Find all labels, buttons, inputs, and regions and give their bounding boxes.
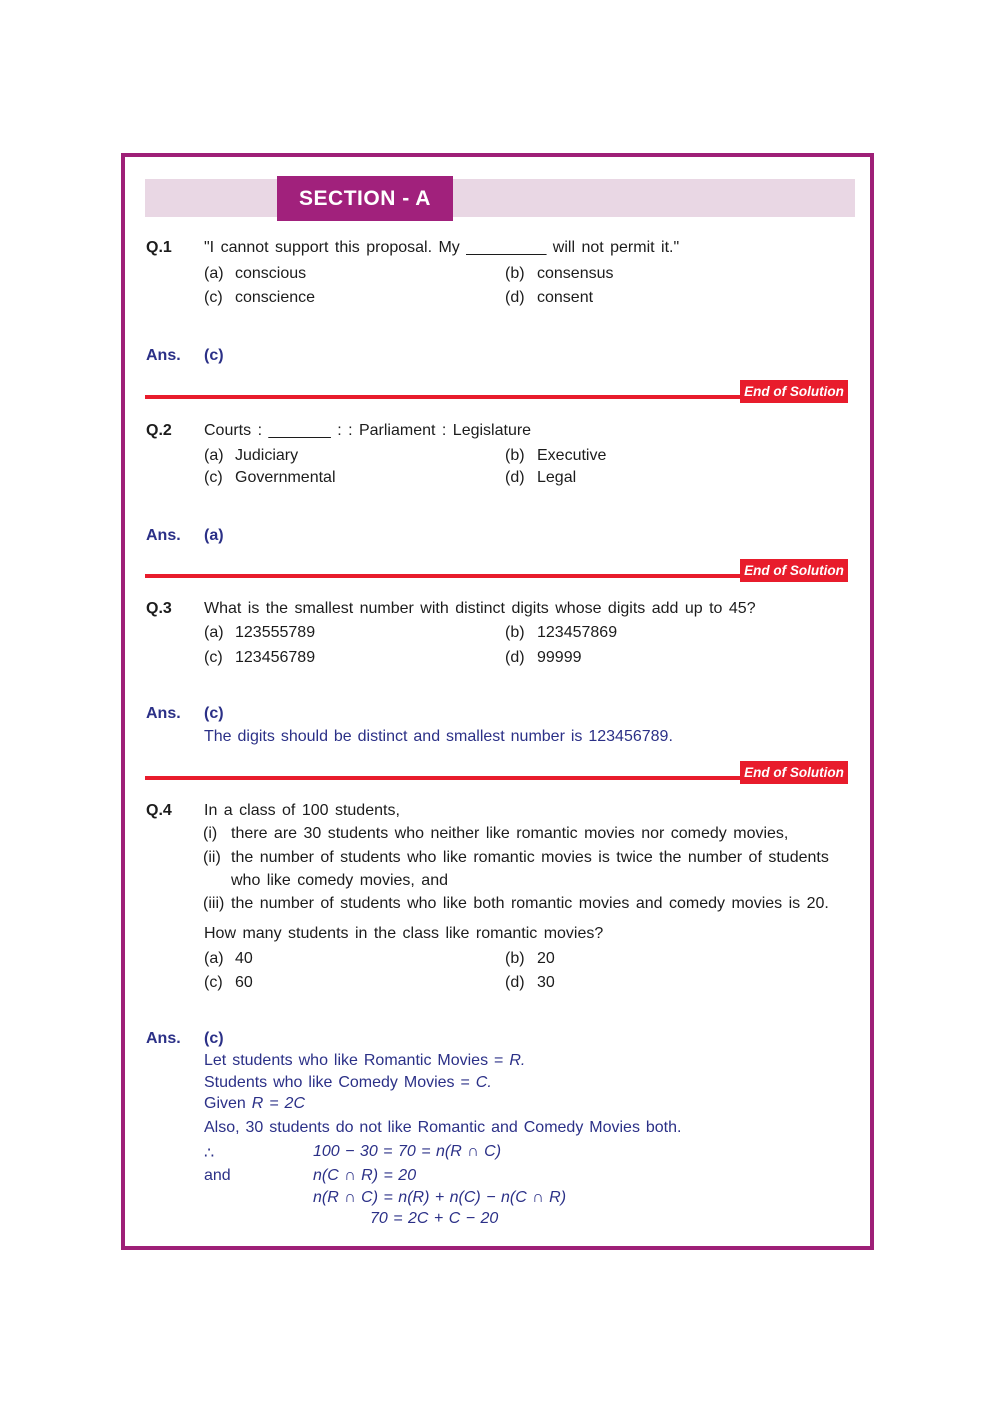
solution-formula: 100 − 30 = 70 = n(R ∩ C) [313,1143,502,1160]
solution-prefix: and [204,1167,231,1184]
option-label: (a) [204,447,224,464]
option-text: 60 [235,974,253,991]
end-of-solution-badge: End of Solution [740,761,848,784]
answer-label: Ans. [146,1030,181,1047]
answer-value: (c) [204,347,224,364]
separator-rule [145,395,741,399]
option-label: (a) [204,624,224,641]
sub-item-label: (ii) [203,849,221,866]
option-text: Governmental [235,469,336,486]
question-text: How many students in the class like romantic movies? [204,925,604,942]
math-variable: R = 2C [251,1095,305,1112]
question-text: In a class of 100 students, [204,802,400,819]
option-text: 30 [537,974,555,991]
solution-line: Also, 30 students do not like Romantic and Comedy Movies both. [204,1119,682,1136]
solution-line: Given R = 2C [204,1095,305,1112]
option-label: (d) [505,289,525,306]
sub-item-text: the number of students who like both romantic movies and comedy movies is 20. [231,895,829,912]
answer-label: Ans. [146,347,181,364]
question-number: Q.3 [146,600,172,617]
option-label: (b) [505,265,525,282]
solution-line: Students who like Comedy Movies = C. [204,1074,492,1091]
option-label: (b) [505,624,525,641]
sub-item-text: the number of students who like romantic movies is twice the number of students [231,849,829,866]
answer-value: (a) [204,527,224,544]
therefore-symbol: ∴ [204,1145,215,1162]
option-text: Judiciary [235,447,299,464]
sub-item-label: (i) [203,825,218,842]
question-number: Q.2 [146,422,172,439]
option-label: (a) [204,265,224,282]
option-label: (b) [505,447,525,464]
option-label: (a) [204,950,224,967]
option-label: (d) [505,974,525,991]
option-text: Executive [537,447,607,464]
question-text: "I cannot support this proposal. My _________ will not permit it." [204,239,680,256]
option-text: conscience [235,289,316,306]
answer-value: (c) [204,705,224,722]
option-label: (c) [204,469,223,486]
answer-label: Ans. [146,527,181,544]
option-text: 123555789 [235,624,316,641]
math-variable: C. [475,1074,492,1091]
option-text: Legal [537,469,577,486]
section-banner [145,179,855,217]
separator-rule [145,574,741,578]
option-text: 123457869 [537,624,618,641]
option-label: (d) [505,469,525,486]
question-number: Q.4 [146,802,172,819]
option-text: 20 [537,950,555,967]
sub-item-label: (iii) [203,895,225,912]
option-text: 99999 [537,649,582,666]
end-of-solution-badge: End of Solution [740,559,848,582]
section-title: SECTION - A [299,186,431,210]
option-text: 40 [235,950,253,967]
option-text: consensus [537,265,614,282]
option-label: (c) [204,974,223,991]
solution-line: The digits should be distinct and smallest number is 123456789. [204,728,673,745]
option-label: (c) [204,649,223,666]
option-label: (b) [505,950,525,967]
question-text: What is the smallest number with distinct digits whose digits add up to 45? [204,600,756,617]
option-text: conscious [235,265,307,282]
math-variable: R. [509,1052,526,1069]
sub-item-text: there are 30 students who neither like romantic movies nor comedy movies, [231,825,789,842]
question-number: Q.1 [146,239,172,256]
solution-line: Let students who like Romantic Movies = R. [204,1052,526,1069]
answer-value: (c) [204,1030,224,1047]
sub-item-text: who like comedy movies, and [231,872,448,889]
solution-formula: n(C ∩ R) = 20 [313,1167,417,1184]
option-text: 123456789 [235,649,316,666]
solution-formula: 70 = 2C + C − 20 [370,1210,499,1227]
solution-formula: n(R ∩ C) = n(R) + n(C) − n(C ∩ R) [313,1189,567,1206]
section-title-box [277,176,453,221]
separator-rule [145,776,741,780]
end-of-solution-badge: End of Solution [740,380,848,403]
option-label: (c) [204,289,223,306]
option-text: consent [537,289,594,306]
answer-label: Ans. [146,705,181,722]
option-label: (d) [505,649,525,666]
question-text: Courts : _______ : : Parliament : Legislature [204,422,532,439]
